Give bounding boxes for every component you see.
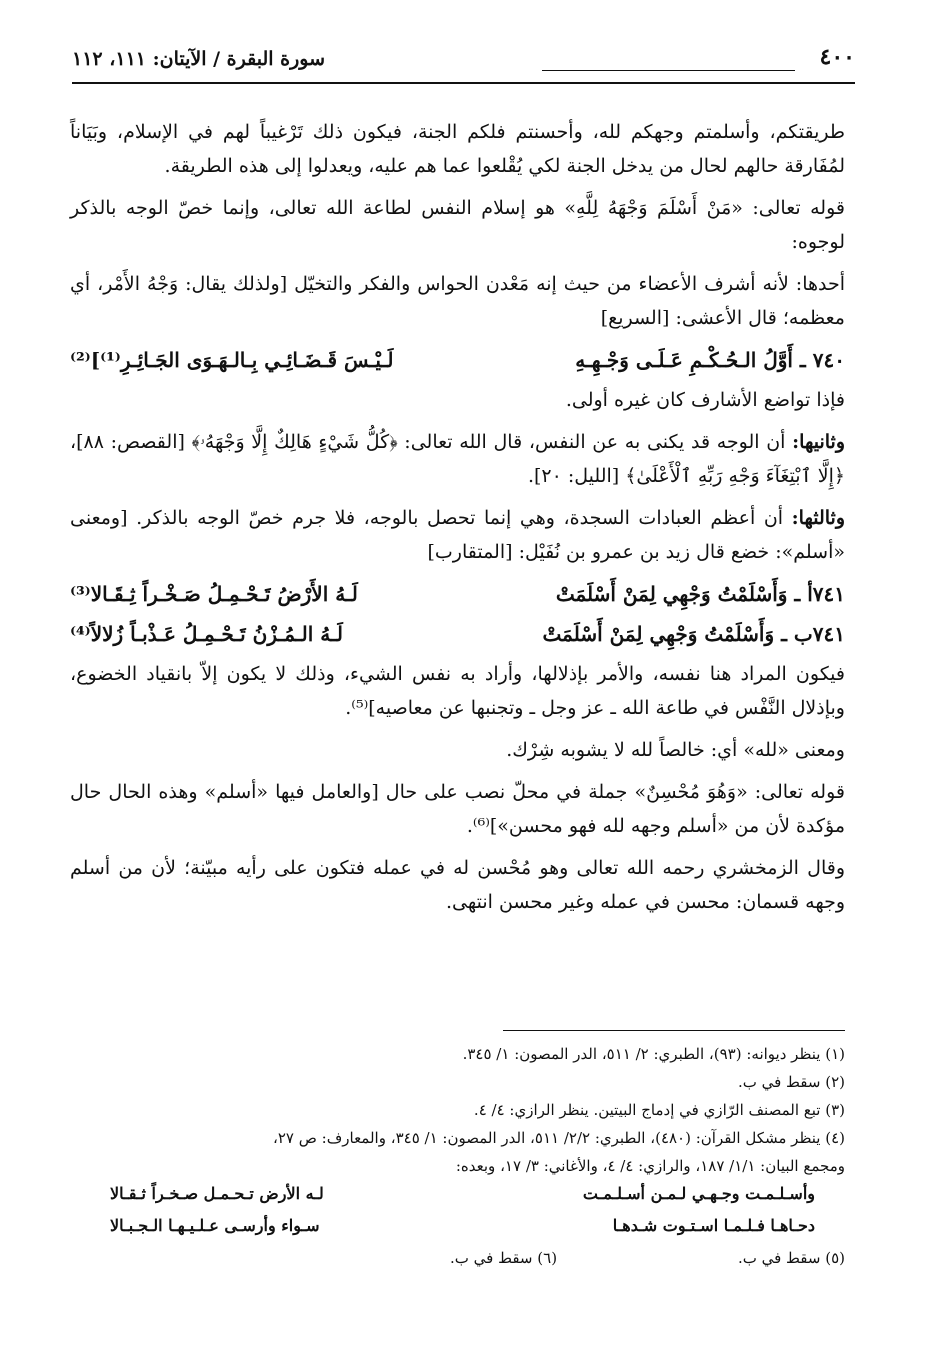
verse-hemistich-second: سـواء وأرسـى عـلـيـهـا الـجـبـالا	[110, 1216, 320, 1235]
paragraph-lead: وثالثها:	[791, 507, 845, 529]
footnote-4: (٤) ينظر مشكل القرآن: (٤٨٠)، الطبري: ٢/٢/ ٥١١، الدر المصون: ١/ ٣٤٥، والمعارف: ص ٢٧،	[273, 1129, 845, 1147]
paragraph: طريقتكم، وأسلمتم وجهكم لله، وأحسنتم فلكم الجنة، فيكون ذلك تَرْغيباً لهم في الإسلام، وبَيَاناً لمُفَارقة حالهم لحال من يدخل الجنة لكي يُقْلعوا عما هم عليه، ويعدلوا إلى هذه الطريقة.	[70, 121, 845, 177]
footnote-4-continued: ومجمع البيان: ١/١/ ١٨٧، والرازي: ٤/ ٤، والأغاني: ٣/ ١٧، وبعده:	[455, 1157, 845, 1175]
paragraph: فيكون المراد هنا نفسه، والأمر بإذلالها، وأراد به نفس الشيء، وذلك لا يكون إلاّ بانقياد الخضوع، وبإذلال النَّفْس في طاعة الله ـ عز وجل ـ وتجنبها عن معاصيه]⁽⁵⁾.	[70, 663, 845, 719]
main-text	[70, 115, 845, 927]
paragraph: قوله تعالى: «وَهُوَ مُحْسِنٌ» جملة في محلّ نصب على حال [والعامل فيها «أسلم» وهذه الحال حال مؤكدة لأن من «أسلم وجهه لله فهو محسن»]⁽⁶⁾.	[70, 781, 845, 837]
footnote-5: (٥) سقط في ب.	[737, 1249, 845, 1267]
footnote-6: (٦) سقط في ب.	[450, 1249, 558, 1267]
paragraph-lead: وثانيها:	[792, 431, 845, 453]
paragraph: قوله تعالى: «مَنْ أَسْلَمَ وَجْهَهُ لِلَّهِ» هو إسلام النفس لطاعة الله تعالى، وإنما خصّ الوجه بالذكر لوجوه:	[70, 197, 845, 253]
paragraph: فإذا تواضع الأشارف كان غيره أولى.	[565, 389, 845, 411]
verse-hemistich-second: لَـيْـسَ قَـضَـائِـي بِـالـهَـوَى الجَـائِـرِ⁽¹⁾]⁽²⁾	[70, 348, 394, 372]
verse-hemistich-first: ٧٤١أ ـ وَأَسْلَمْتُ وَجْهِي لِمَنْ أَسْلَمَتْ	[555, 582, 845, 606]
footnotes	[70, 1040, 845, 1274]
poetry-verse-741b	[70, 617, 845, 655]
footnote-separator	[503, 1030, 845, 1031]
footnote-verse-2	[70, 1212, 845, 1244]
header-rule-short	[542, 70, 795, 71]
footnotes-5-6	[70, 1244, 845, 1274]
verse-hemistich-second: لَـهُ الـمُـزْنُ تَـحْـمِـلُ عَـذْبـاً زُلالاً⁽⁴⁾	[70, 622, 343, 646]
footnote-2: (٢) سقط في ب.	[737, 1073, 845, 1091]
paragraph-body: أن الوجه قد يكنى به عن النفس، قال الله تعالى: ﴿كُلُّ شَيْءٍ هَالِكٌ إِلَّا وَجْهَهُۥ﴾ [القصص: ٨٨]، ﴿إِلَّا ٱبْتِغَآءَ وَجْهِ رَبِّهِ ٱلْأَعْلَىٰ﴾ [الليل: ٢٠].	[70, 431, 845, 487]
page-number: ٤٠٠	[819, 44, 855, 70]
paragraph-second-reason	[70, 425, 845, 493]
paragraph-third-reason	[70, 501, 845, 569]
paragraph: أحدها: لأنه أشرف الأعضاء من حيث إنه مَعْدن الحواس والفكر والتخيّل [ولذلك يقال: وَجْهُ الأَمْر، أي معظمه؛ قال الأعشى: [السريع]	[70, 273, 845, 329]
footnote-1: (١) ينظر ديوانه: (٩٣)، الطبري: ٢/ ٥١١، الدر المصون: ١/ ٣٤٥.	[462, 1045, 845, 1063]
verse-hemistich-second: لـه الأرض تـحـمـل صـخـراً ثـقـالا	[110, 1184, 324, 1203]
header-rule	[72, 82, 855, 84]
verse-hemistich-first: ٧٤٠ ـ أَوَّلُ الـحُـكْـمِ عَـلَـى وَجْـهِـهِ	[575, 348, 845, 372]
verse-hemistich-first: دحـاهـا فـلـمـا اسـتـوت شـدهـا	[612, 1216, 815, 1235]
footnote-verse-1	[70, 1180, 845, 1212]
poetry-verse-740	[70, 343, 845, 381]
paragraph: ومعنى «لله» أي: خالصاً لله لا يشوبه شِرْك.	[506, 739, 845, 761]
verse-hemistich-first: وأسـلـمـت وجـهـي لـمـن أسـلـمـت	[582, 1184, 815, 1203]
paragraph: وقال الزمخشري رحمه الله تعالى وهو مُحْسن له في عمله فتكون على رأيه مبيّنة؛ لأن من أسلم وجهه قسمان: محسن في عمله وغير محسن انتهى.	[70, 857, 845, 913]
paragraph-body: أن أعظم العبادات السجدة، وهي إنما تحصل بالوجه، فلا جرم خصّ الوجه بالذكر. [ومعنى «أسلم»: خضع قال زيد بن عمرو بن نُفَيْل: [المتقارب]	[70, 507, 845, 563]
footnote-3: (٣) تبع المصنف الرّازي في إدماج البيتين. ينظر الرازي: ٤/ ٤.	[473, 1101, 845, 1119]
page-header	[72, 44, 855, 80]
verse-hemistich-first: ٧٤١ب ـ وَأَسْلَمْتُ وَجْهِي لِمَنْ أَسْلَمَتْ	[542, 622, 845, 646]
running-title: سورة البقرة / الآيتان: ١١١، ١١٢	[72, 48, 326, 70]
poetry-verse-741a	[70, 577, 845, 615]
verse-hemistich-second: لَـهُ الأَرْضُ تَـحْـمِـلُ صَـخْـراً ثِـقَـالا⁽³⁾	[70, 582, 358, 606]
